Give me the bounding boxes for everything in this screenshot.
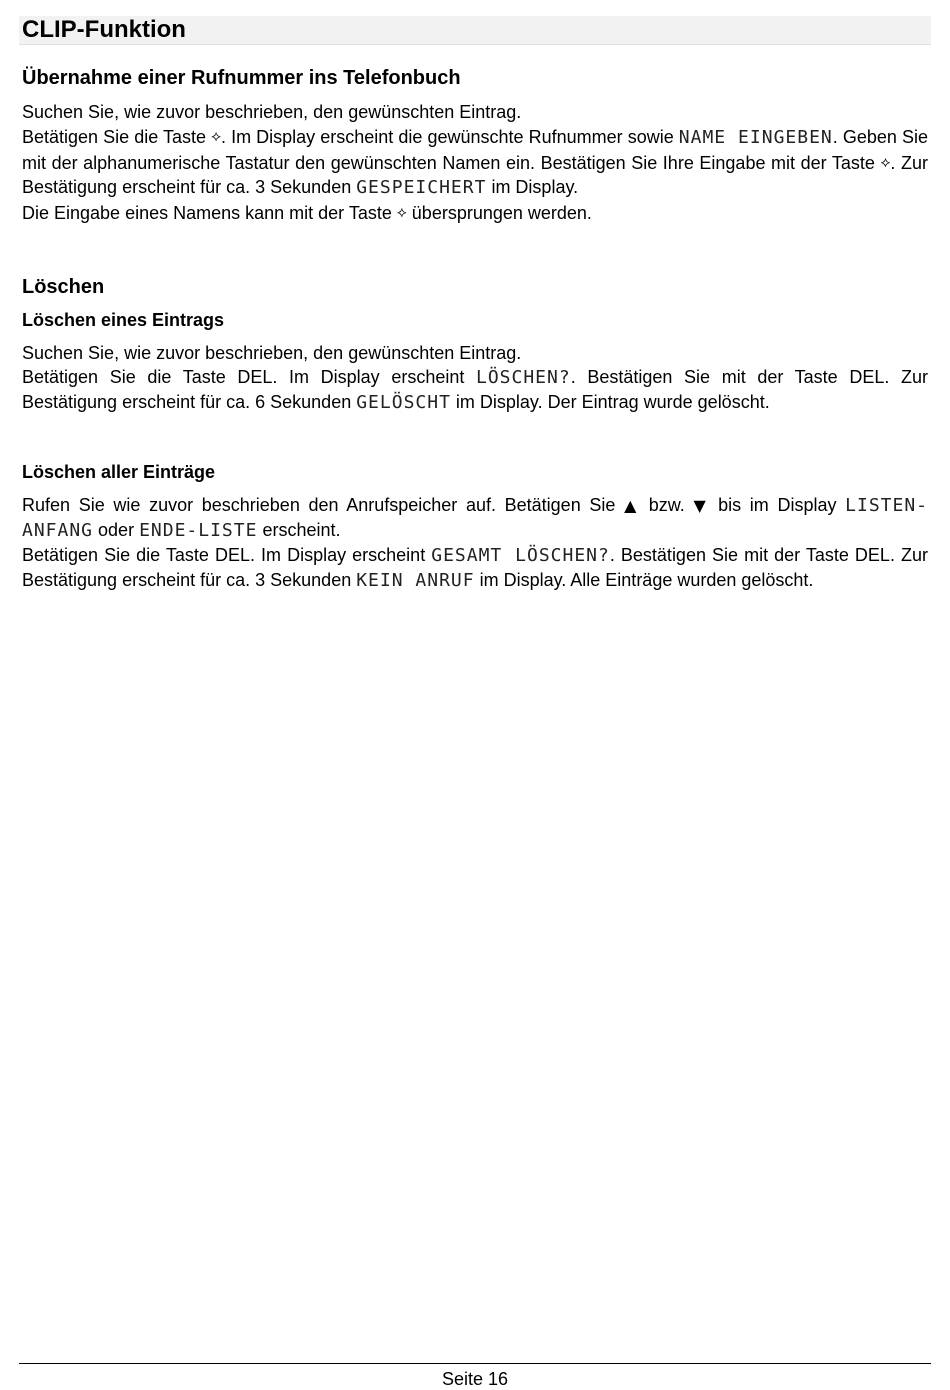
text: übersprungen werden. [406,203,592,223]
text: Betätigen Sie die Taste DEL. Im Display erscheint [22,545,432,565]
paragraph: Suchen Sie, wie zuvor beschrieben, den gewünschten Eintrag. [22,102,522,122]
text: im Display. [486,177,579,197]
footer-divider [19,1363,931,1364]
lcd-text: LISTEN-ANFANG [22,495,928,541]
text: Rufen Sie wie zuvor beschrieben den Anrufspeicher auf. Betätigen Sie [22,495,625,515]
paragraph [22,124,928,200]
lcd-text: GELÖSCHT [356,392,451,413]
text: bis im Display [709,495,846,515]
paragraph [22,543,928,593]
page-title: CLIP-Funktion [22,16,186,43]
down-arrow-icon: ▼ [693,496,710,515]
confirm-key-icon: ⟡ [211,127,222,145]
section-heading-phonebook: Übernahme einer Rufnummer ins Telefonbuch [22,67,461,89]
text: oder [93,520,140,540]
lcd-text: LÖSCHEN? [476,367,571,388]
confirm-key-icon: ⟡ [880,153,891,171]
text: im Display. Alle Einträge wurden gelöscht. [474,570,814,590]
text: . Bestätigen Sie mit der Taste DEL. Zur Bestätigung erscheint für ca. 6 Sekunden [22,367,928,412]
section-heading-delete: Löschen [22,276,105,298]
text: im Display. Der Eintrag wurde gelöscht. [450,392,770,412]
text: Betätigen Sie die Taste DEL. Im Display erscheint [22,367,476,387]
paragraph [22,200,928,225]
text: . Geben Sie mit der alphanumerische Tastatur den gewünschten Namen ein. Bestätigen Sie Ihre Eingabe mit der Taste [22,127,928,173]
text: Die Eingabe eines Namens kann mit der Taste [22,203,397,223]
text: bzw. [640,495,694,515]
subsection-heading-delete-entry: Löschen eines Eintrags [22,310,225,330]
text: . Im Display erscheint die gewünschte Rufnummer sowie [221,127,679,147]
text: . Zur Bestätigung erscheint für ca. 3 Sekunden [22,153,928,197]
title-bar [19,16,931,45]
paragraph [22,365,928,415]
paragraph [22,493,928,543]
text: . Bestätigen Sie mit der Taste DEL. Zur Bestätigung erscheint für ca. 3 Sekunden [22,545,928,590]
lcd-text: NAME EINGEBEN [678,127,833,148]
document-body [22,64,928,593]
lcd-text: GESPEICHERT [356,177,487,198]
subsection-heading-delete-all: Löschen aller Einträge [22,462,216,482]
up-arrow-icon: ▲ [624,496,641,515]
text: erscheint. [257,520,341,540]
lcd-text: KEIN ANRUF [356,570,475,591]
lcd-text: ENDE-LISTE [139,520,258,541]
text: Betätigen Sie die Taste [22,127,212,147]
page-number: Seite 16 [441,1369,509,1389]
lcd-text: GESAMT LÖSCHEN? [431,545,610,566]
confirm-key-icon: ⟡ [396,203,407,221]
paragraph: Suchen Sie, wie zuvor beschrieben, den gewünschten Eintrag. [22,343,522,363]
